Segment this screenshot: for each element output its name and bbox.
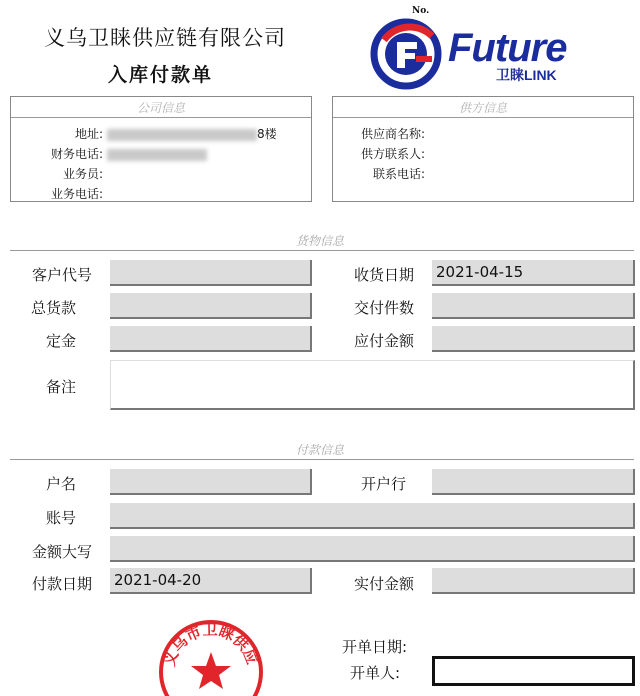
svg-text:义乌市卫睐供应链: 义乌市卫睐供应 (160, 620, 262, 669)
supplier-contact-label: 供方联系人: (360, 147, 425, 161)
goods-section-title: 货物信息 (295, 234, 344, 248)
bank-field[interactable] (432, 469, 635, 495)
total-amount-label: 总货款 (30, 299, 76, 317)
amount-in-words-label: 金额大写 (31, 543, 92, 561)
remark-field[interactable] (110, 360, 635, 410)
total-amount-field[interactable] (110, 293, 312, 319)
address-redacted (107, 129, 257, 141)
address-line (11, 125, 277, 142)
payment-date-field[interactable]: 2021-04-20 (110, 568, 312, 594)
payable-amount-field[interactable] (432, 326, 635, 352)
supplier-phone-label: 联系电话: (372, 167, 425, 181)
supplier-info-box (332, 96, 634, 202)
account-number-label: 账号 (45, 509, 76, 527)
supplier-phone-line (333, 165, 425, 182)
account-number-field[interactable] (110, 503, 635, 529)
payment-date-label: 付款日期 (31, 575, 92, 593)
delivered-count-field[interactable] (432, 293, 635, 319)
supplier-name-label: 供应商名称: (360, 127, 425, 141)
finance-phone-redacted (107, 149, 207, 161)
remark-label: 备注 (45, 378, 76, 396)
finance-phone-line (11, 145, 207, 162)
sales-phone-label: 业务电话: (50, 187, 103, 201)
customer-code-field[interactable] (110, 260, 312, 286)
company-info-title: 公司信息 (136, 101, 185, 115)
payment-section-title: 付款信息 (295, 443, 344, 457)
account-name-label: 户名 (45, 475, 76, 493)
goods-section-divider (10, 250, 634, 251)
company-info-box (10, 96, 312, 202)
supplier-contact-line (333, 145, 425, 162)
document-title: 入库付款单 (108, 64, 214, 86)
delivered-count-label: 交付件数 (353, 299, 414, 317)
logo-no-label: No. (412, 6, 430, 16)
divider (11, 117, 311, 118)
issuer-label: 开单人: (350, 664, 401, 682)
payable-amount-label: 应付金额 (353, 332, 414, 350)
bank-label: 开户行 (360, 475, 406, 493)
supplier-info-title: 供方信息 (458, 101, 507, 115)
salesperson-line (11, 165, 103, 182)
address-label: 地址: (74, 127, 103, 141)
logo-wordmark: Future (448, 26, 567, 70)
supplier-name-line (333, 125, 425, 142)
deposit-label: 定金 (45, 332, 76, 350)
logo-emblem-icon (370, 18, 448, 96)
salesperson-label: 业务员: (62, 167, 103, 181)
deposit-field[interactable] (110, 326, 312, 352)
actual-paid-label: 实付金额 (353, 575, 414, 593)
issuer-field[interactable] (432, 656, 635, 686)
logo-sub-text: 卫睐LINK (496, 67, 557, 83)
customer-code-label: 客户代号 (31, 266, 92, 284)
payment-section-divider (10, 459, 634, 460)
actual-paid-field[interactable] (432, 568, 635, 594)
future-logo (370, 6, 580, 88)
company-seal-stamp (156, 614, 266, 696)
account-name-field[interactable] (110, 469, 312, 495)
company-name: 义乌卫睐供应链有限公司 (44, 26, 286, 50)
issue-date-label: 开单日期: (342, 638, 408, 656)
receipt-date-field[interactable]: 2021-04-15 (432, 260, 635, 286)
seal-icon (156, 614, 266, 696)
finance-phone-label: 财务电话: (50, 147, 103, 161)
address-suffix: 8楼 (257, 127, 277, 141)
receipt-date-label: 收货日期 (353, 266, 414, 284)
sales-phone-line (11, 185, 103, 202)
divider (333, 117, 633, 118)
amount-in-words-field[interactable] (110, 536, 635, 562)
